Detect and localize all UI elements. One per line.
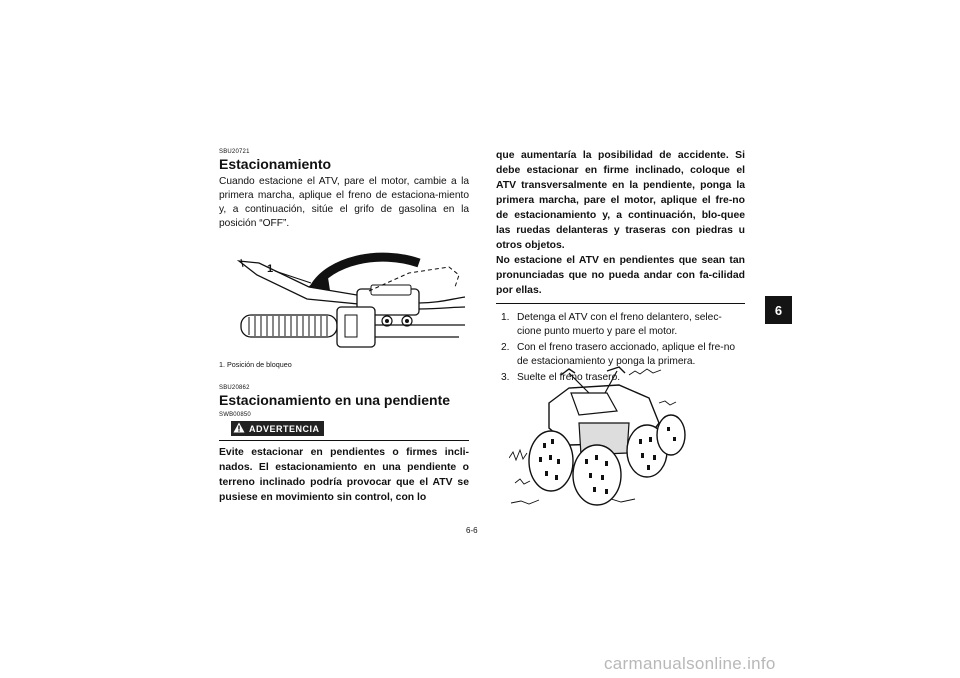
warning-text-continued: que aumentaría la posibilidad de accidente. Si debe estacionar en firme inclinado, coloque el ATV transversalmente en la pendiente, ponga la primera marcha, pare el motor, aplique el fre-no de estacionamiento y, a continuación, blo-quee las ruedas delanteras y traseras con piedras u otros objetos. [496,150,745,251]
step-text: Detenga el ATV con el freno delantero, selec-cione punto muerto y pare el motor. [517,312,722,337]
warning-label-box [231,421,324,436]
step-text: Suelte el freno trasero. [517,372,621,383]
handlebar-illustration [219,241,469,351]
chapter-tab: 6 [765,296,792,324]
warning-text: Evite estacionar en pendientes o firmes incli-nados. El estacionamiento en una pendiente o terreno inclinado podría provocar que el ATV se pusiese en movimiento sin control, con lo [219,447,469,503]
warning-triangle-icon [233,422,245,435]
figure-caption: 1. Posición de bloqueo [219,360,292,369]
section-heading-slope: Estacionamiento en una pendiente [219,392,451,408]
section-heading-parking: Estacionamiento [219,156,332,172]
watermark: carmanualsonline.info [604,654,776,673]
warning-label: ADVERTENCIA [249,423,320,434]
step-number: 1. [501,312,510,323]
handlebar-drawing [219,241,469,351]
warning-end-rule [496,303,745,304]
list-item [496,311,745,339]
right-column [496,148,745,387]
warning-rule [219,440,469,441]
page-number: 6-6 [466,526,478,535]
parking-paragraph: Cuando estacione el ATV, pare el motor, cambie a la primera marcha, aplique el freno de estaciona-miento y, a continuación, sitúe el grifo de gasolina en la posición “OFF”. [219,176,469,229]
warning-code: SWB00850 [219,412,251,418]
atv-drawing [509,363,689,515]
left-column [219,148,469,505]
section-code: SBU20721 [219,149,250,155]
section-code: SBU20862 [219,385,250,391]
atv-on-slope-illustration [509,363,689,515]
step-number: 2. [501,342,510,353]
step-text: Con el freno trasero accionado, aplique el fre-no de estacionamiento y ponga la primera. [517,342,736,367]
step-number: 3. [501,372,510,383]
callout-number: 1 [267,263,274,275]
warning-text-slope: No estacione el ATV en pendientes que sean tan pronunciadas que no pueda andar con fa-cilidad por ellas. [496,255,745,296]
